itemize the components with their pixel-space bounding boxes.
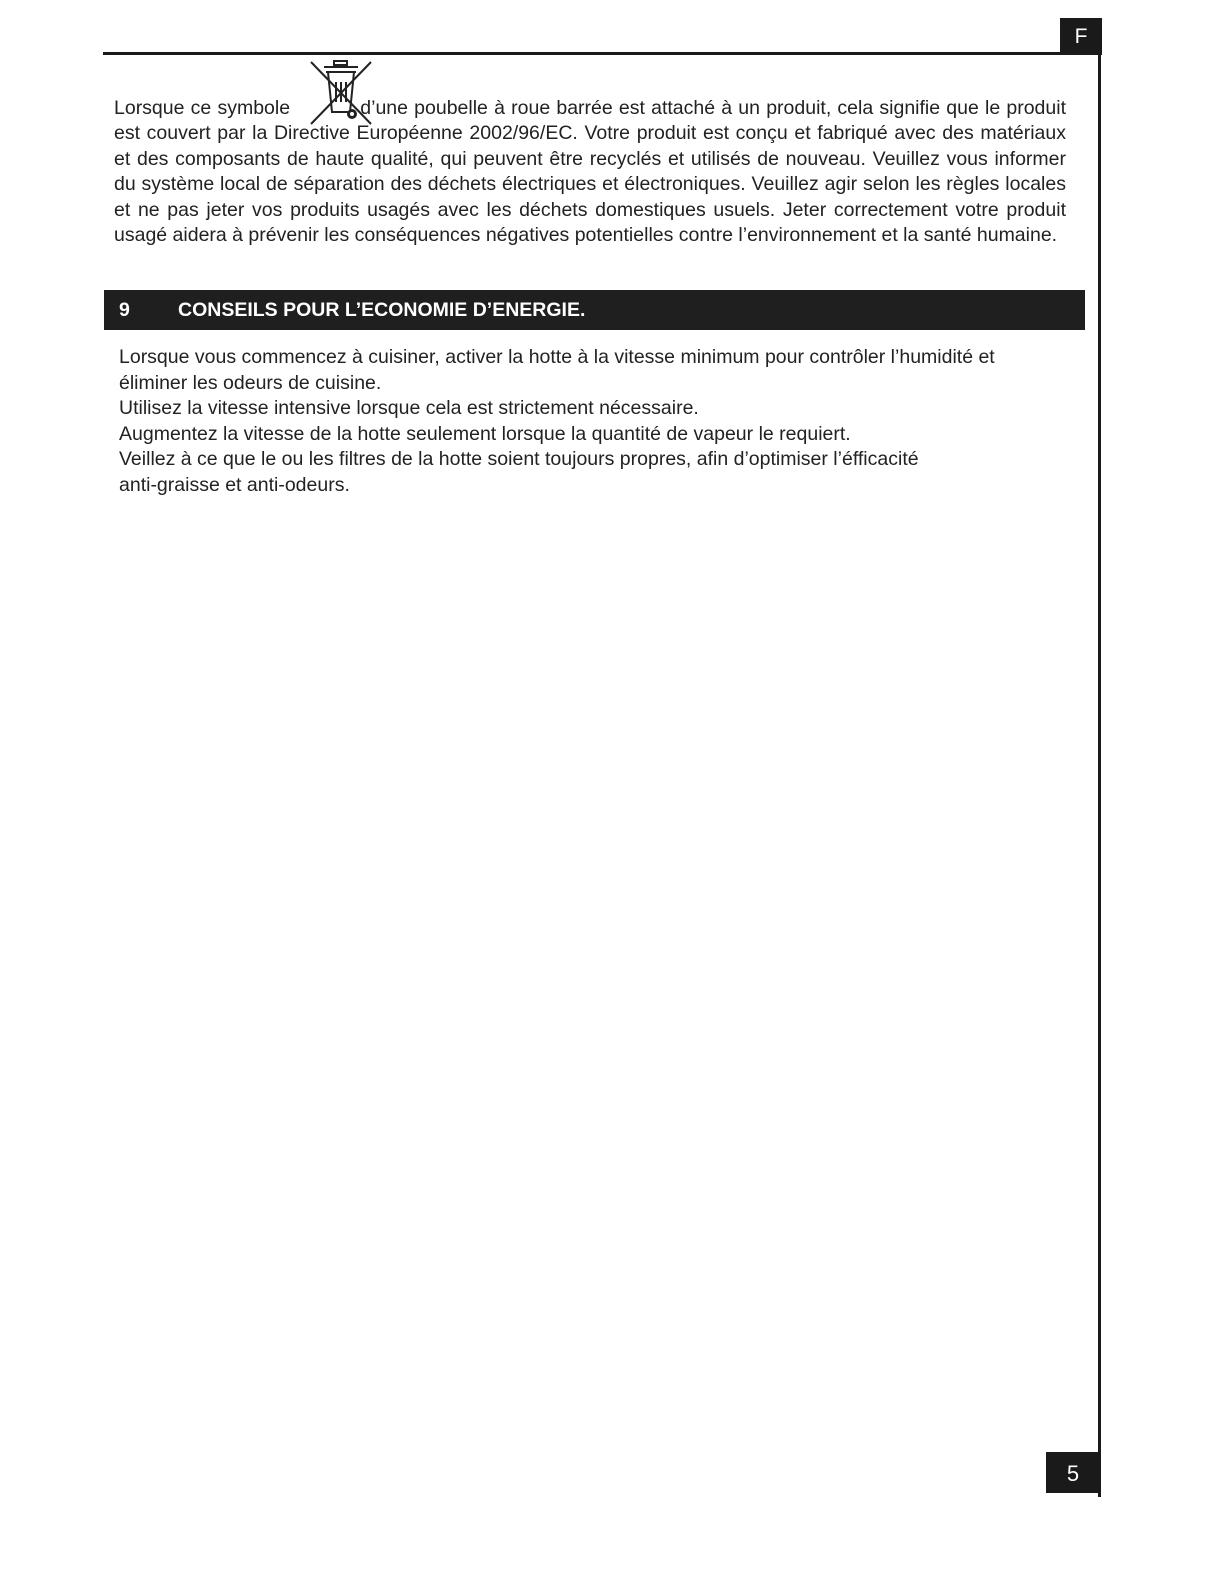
tip-line: anti-graisse et anti-odeurs. <box>119 473 350 496</box>
language-tab: F <box>1060 18 1102 55</box>
section-number: 9 <box>119 299 130 321</box>
right-rule <box>1098 52 1101 1497</box>
energy-tips <box>119 345 1079 498</box>
tip-line: éliminer les odeurs de cuisine. <box>119 371 382 394</box>
tip-line: Augmentez la vitesse de la hotte seulement lorsque la quantité de vapeur le requiert. <box>119 422 851 445</box>
top-rule <box>103 52 1102 55</box>
icon-slot <box>296 113 360 114</box>
tip-line: Veillez à ce que le ou les filtres de la hotte soient toujours propres, afin d’optimiser l’éfficacité <box>119 448 919 470</box>
section-title: CONSEILS POUR L’ECONOMIE D’ENERGIE. <box>178 299 586 321</box>
page-number: 5 <box>1046 1452 1100 1493</box>
weee-text-after-icon: d’une poubelle à roue barrée est attaché à un produit, cela signifie que le produit est couvert par la Directive Européenne 2002/96/EC. Votre produit est conçu et fabriqué avec des matériaux et des composants de haute qualité, qui peuvent être recyclés et utilisés de nouveau. Veuillez vous informer du système local de séparation des déchets électriques et électroniques. Veuillez agir selon les règles locales et ne pas jeter vos produits usagés avec les déchets domestiques usuels. Jeter correctement votre produit usagé aidera à prévenir les conséquences négatives potentielles contre l’environnement et la santé humaine. <box>114 97 1066 247</box>
tip-line: Lorsque vous commencez à cuisiner, activer la hotte à la vitesse minimum pour contrôler l’humidité et <box>119 346 995 368</box>
weee-paragraph <box>114 96 1066 248</box>
weee-text-before-icon: Lorsque ce symbole <box>114 97 291 119</box>
section-heading <box>104 290 1085 330</box>
tip-line: Utilisez la vitesse intensive lorsque cela est strictement nécessaire. <box>119 397 699 419</box>
